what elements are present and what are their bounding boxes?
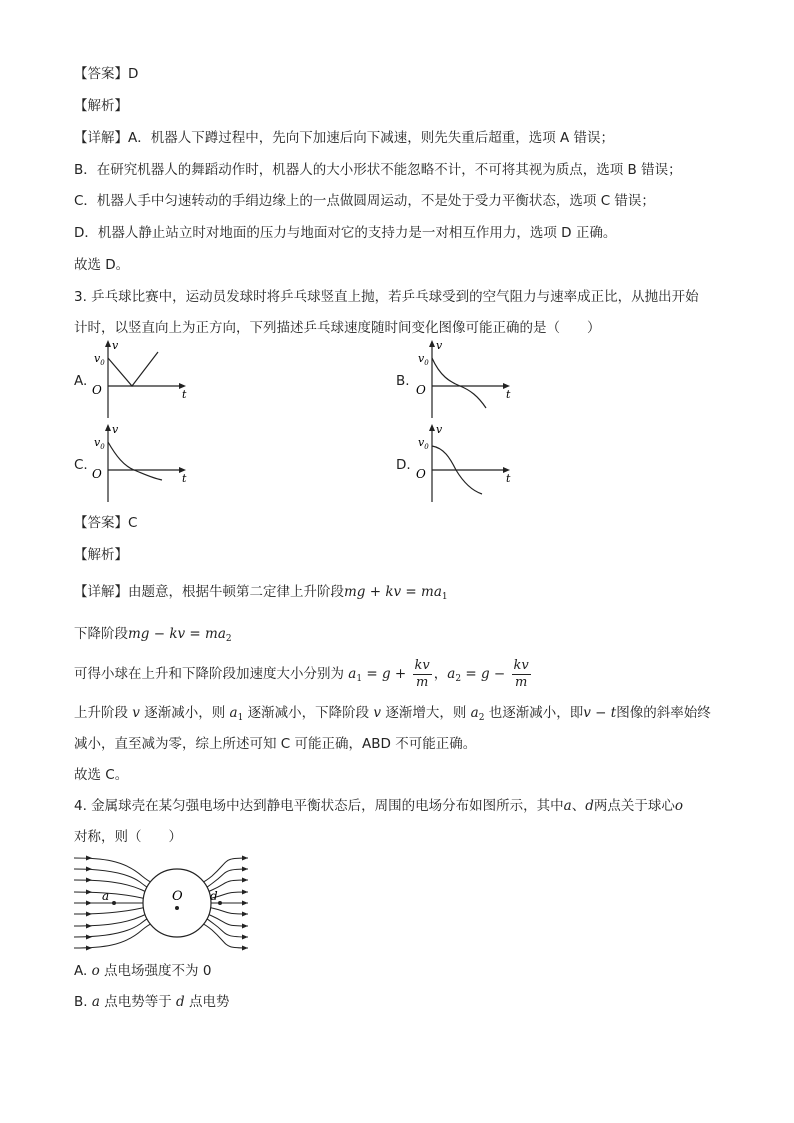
axis-v0: $v_0$ — [418, 352, 429, 367]
q2-detail-b: B．在研究机器人的舞蹈动作时，机器人的大小形状不能忽略不计，不可将其视为质点，选项 B 错误； — [74, 162, 682, 178]
axis-v: v — [112, 339, 119, 352]
q3-stem-line1: 3. 乒乓球比赛中，运动员发球时将乒乓球竖直上抛，若乒乓球受到的空气阻力与速率成正比，从抛出开始 — [74, 289, 699, 305]
q3-graph-d — [410, 422, 520, 506]
q3-detail-intro — [74, 582, 448, 607]
axis-t: t — [182, 388, 187, 401]
q2-answer: 【答案】D — [74, 66, 139, 82]
equation-up: mg + kv = $ma_1$ — [344, 584, 448, 602]
axis-v0: $v_0$ — [418, 436, 429, 451]
axis-v0: $v_0$ — [94, 352, 105, 367]
electric-field-figure — [72, 850, 254, 958]
axis-t: t — [506, 472, 511, 485]
q3-option-c-label: C. — [74, 457, 88, 473]
detail-label: 【详解】 — [74, 584, 128, 600]
q3-down-line — [74, 624, 232, 649]
q3-accel-line — [74, 656, 533, 697]
q4-option-b: B. a 点电势等于 d 点电势 — [74, 994, 230, 1010]
detail-intro-text: 由题意，根据牛顿第二定律上升阶段 — [128, 584, 344, 600]
axis-origin: O — [416, 383, 426, 397]
center-label: O — [172, 889, 183, 904]
q3-graph-a — [86, 338, 196, 422]
q4-stem-line2: 对称，则（ ） — [74, 829, 182, 845]
down-label: 下降阶段 — [74, 626, 128, 642]
q2-detail-d: D．机器人静止站立时对地面的压力与地面对它的支持力是一对相互作用力，选项 D 正确。 — [74, 225, 617, 241]
q3-analysis-label: 【解析】 — [74, 547, 128, 563]
point-a-label: a — [102, 889, 110, 903]
q3-answer: 【答案】C — [74, 515, 138, 531]
fraction-kv-m: $\frac{kv}{m}$ — [414, 657, 430, 690]
q3-graph-c — [86, 422, 196, 506]
q3-option-a-label: A. — [74, 373, 88, 389]
axis-t: t — [182, 472, 187, 485]
q2-conclusion: 故选 D。 — [74, 257, 130, 273]
axis-origin: O — [92, 383, 102, 397]
axis-origin: O — [92, 467, 102, 481]
point-d-label: d — [210, 889, 218, 903]
accel-text: 可得小球在上升和下降阶段加速度大小分别为 — [74, 666, 344, 682]
q2-analysis-label: 【解析】 — [74, 98, 128, 114]
detail-label: 【详解】 — [74, 130, 128, 146]
q4-option-a: A. o 点电场强度不为 0 — [74, 963, 212, 979]
q3-reasoning-line: 上升阶段 v 逐渐减小，则 $a_1$ 逐渐减小，下降阶段 v 逐渐增大，则 $a_2$ 也逐渐减小，即v − t图像的斜率始终 — [74, 705, 711, 723]
equation-down: mg − kv = $ma_2$ — [128, 626, 232, 644]
a2-expression: $a_2 = g$ − — [447, 666, 510, 684]
axis-v: v — [436, 339, 443, 352]
q3-option-d-label: D. — [396, 457, 411, 473]
q4-stem-line1: 4. 金属球壳在某匀强电场中达到静电平衡状态后，周围的电场分布如图所示，其中a、d两点关于球心o — [74, 798, 684, 814]
q2-detail-a-text: A．机器人下蹲过程中，先向下加速后向下减速，则先失重后超重，选项 A 错误； — [128, 130, 615, 146]
q3-conclusion: 故选 C。 — [74, 767, 129, 783]
axis-origin: O — [416, 467, 426, 481]
axis-v0: $v_0$ — [94, 436, 105, 451]
a1-expression: $a_1 = g$ + — [348, 666, 411, 684]
axis-t: t — [506, 388, 511, 401]
fraction-kv-m: $\frac{kv}{m}$ — [513, 657, 529, 690]
q3-stem-line2: 计时，以竖直向上为正方向，下列描述乒乓球速度随时间变化图像可能正确的是（ ） — [74, 320, 601, 336]
axis-v: v — [436, 423, 443, 436]
q3-graph-b — [410, 338, 520, 422]
q3-reasoning-end: 减小，直至减为零，综上所述可知 C 可能正确，ABD 不可能正确。 — [74, 736, 477, 752]
q2-detail-c: C．机器人手中匀速转动的手绢边缘上的一点做圆周运动，不是处于受力平衡状态，选项 C 错误； — [74, 193, 655, 209]
axis-v: v — [112, 423, 119, 436]
separator: ， — [433, 666, 448, 682]
q3-option-b-label: B. — [396, 373, 410, 389]
q2-detail-a — [74, 128, 614, 148]
